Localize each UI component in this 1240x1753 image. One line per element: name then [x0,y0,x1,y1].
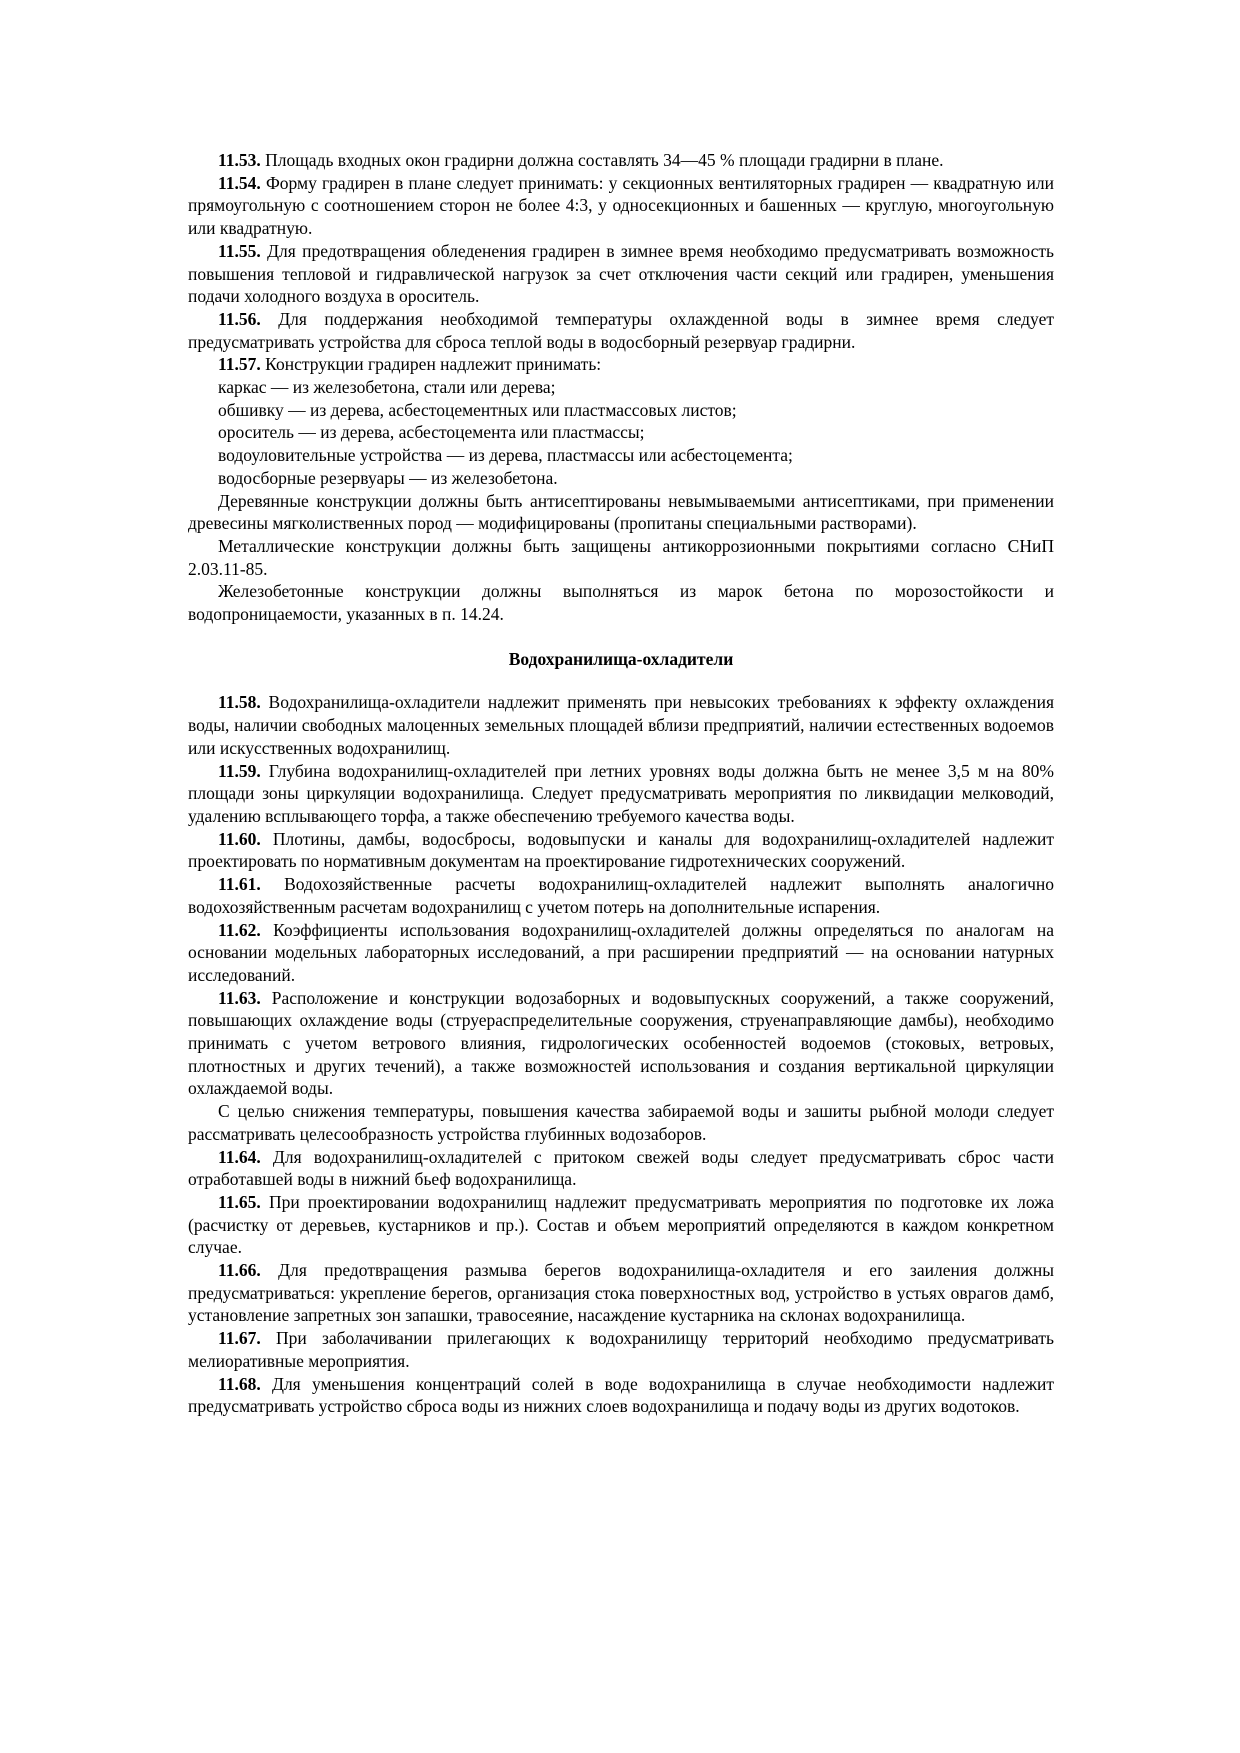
clause-11-56 [188,308,1054,353]
document-page [188,149,1054,1418]
clause-number: 11.64. [218,1146,261,1167]
clause-number: 11.61. [218,874,261,895]
clause-text: Для уменьшения концентраций солей в воде водохранилища в случае необходимости надлежит предусматривать устройство сброса воды из нижних слоев водохранилища и подачу воды из других водотоков. [188,1373,1054,1417]
clause-number: 11.59. [218,760,261,781]
clause-text: Для предотвращения обледенения градирен в зимнее время необходимо предусматривать возможность повышения тепловой и гидравлической нагрузок за счет отключения части секций или градирен, уменьшения подачи холодного воздуха в ороситель. [188,240,1054,307]
clause-11-61 [188,873,1054,918]
paragraph-wooden-structures: Деревянные конструкции должны быть антисептированы невымываемыми антисептиками, при применении древесины мягколиственных пород — модифицированы (пропитаны специальными растворами). [188,490,1054,534]
clause-11-63 [188,987,1054,1101]
clause-number: 11.62. [218,919,261,940]
clause-number: 11.55. [218,240,261,261]
clause-text: Форму градирен в плане следует принимать: у секционных вентиляторных градирен — квадратную или прямоугольную с соотношением сторон не более 4:3, у односекционных и башенных — круглую, многоугольную или квадратную. [188,172,1054,239]
clause-text: Площадь входных окон градирни должна составлять 34—45 % площади градирни в плане. [260,150,944,170]
clause-11-60 [188,828,1054,873]
clause-text: Глубина водохранилищ-охладителей при летних уровнях воды должна быть не менее 3,5 м на 80% площади зоны циркуляции водохранилища. Следует предусматривать мероприятия по ликвидации мелководий, удалению всплывающего торфа, а также обеспечению требуемого качества воды. [188,760,1054,826]
clause-text: При проектировании водохранилищ надлежит предусматривать мероприятия по подготовке их ложа (расчистку от деревьев, кустарников и пр.). Состав и объем мероприятий определяются в каждом конкретном случае. [188,1191,1054,1258]
paragraph-concrete-structures: Железобетонные конструкции должны выполняться из марок бетона по морозостойкости и водопроницаемости, указанных в п. 14.24. [188,581,1054,625]
clause-11-68 [188,1373,1054,1418]
clause-text: Водохозяйственные расчеты водохранилищ-охладителей надлежит выполнять аналогично водохозяйственным расчетам водохранилищ с учетом потерь на дополнительные испарения. [188,874,1054,917]
clause-11-65 [188,1191,1054,1259]
clause-text: Коэффициенты использования водохранилищ-охладителей должны определяться по аналогам на основании модельных лабораторных исследований, а при расширении предприятий — на основании натурных исследований. [188,919,1054,985]
clause-number: 11.58. [218,692,261,713]
clause-11-62 [188,919,1054,987]
list-item-reservoirs: водосборные резервуары — из железобетона. [218,467,558,488]
clause-number: 11.68. [218,1373,261,1394]
clause-text: Конструкции градирен надлежит принимать: [260,354,602,375]
list-item-frame: каркас — из железобетона, стали или дерева; [218,377,556,398]
clause-number: 11.67. [218,1328,261,1349]
clause-number: 11.53. [218,150,261,170]
clause-11-55 [188,240,1054,308]
clause-text: Для водохранилищ-охладителей с притоком свежей воды следует предусматривать сброс части отработавшей воды в нижний бьеф водохранилища. [188,1146,1054,1190]
clause-number: 11.66. [218,1260,261,1281]
clause-11-53 [188,149,1054,172]
clause-number: 11.57. [218,354,261,375]
clause-11-57 [188,353,1054,376]
paragraph-fish-protection: С целью снижения температуры, повышения качества забираемой воды и зашиты рыбной молоди следует рассматривать целесообразность устройства глубинных водозаборов. [188,1101,1054,1144]
clause-text: При заболачивании прилегающих к водохранилищу территорий необходимо предусматривать мелиоративные мероприятия. [188,1328,1054,1371]
clause-text: Для поддержания необходимой температуры охлажденной воды в зимнее время следует предусматривать устройства для сброса теплой воды в водосборный резервуар градирни. [188,308,1054,352]
clause-11-67 [188,1327,1054,1372]
list-item-cladding: обшивку — из дерева, асбестоцементных или пластмассовых листов; [218,399,737,420]
clause-11-59 [188,760,1054,828]
clause-number: 11.63. [218,987,261,1008]
clause-text: Плотины, дамбы, водосбросы, водовыпуски и каналы для водохранилищ-охладителей надлежит проектировать по нормативным документам на проектирование гидротехнических сооружений. [188,828,1054,872]
section-heading: Водохранилища-охладители [508,648,734,669]
clause-11-64 [188,1146,1054,1191]
clause-number: 11.60. [218,828,261,849]
list-item-water-catchers: водоуловительные устройства — из дерева, пластмассы или асбестоцемента; [218,445,793,466]
clause-11-58 [188,691,1054,759]
clause-text: Расположение и конструкции водозаборных и водовыпускных сооружений, а также сооружений, повышающих охлаждение воды (струераспределительные сооружения, струенаправляющие дамбы), необходимо принимать с учетом ветрового влияния, гидрологических особенностей водоемов (стоковых, ветровых, плотностных и других течений), а также возможностей использования и создания вертикальной циркуляции охлаждаемой воды. [188,987,1054,1099]
clause-11-54 [188,172,1054,240]
list-item-sprinkler: ороситель — из дерева, асбестоцемента или пластмассы; [218,422,645,443]
clause-text: Для предотвращения размыва берегов водохранилища-охладителя и его заиления должны предусматриваться: укрепление берегов, организация стока поверхностных вод, устройство в устьях оврагов дамб, установление запретных зон запашки, травосеяние, насаждение кустарника на склонах водохранилища. [188,1260,1054,1326]
paragraph-metal-structures: Металлические конструкции должны быть защищены антикоррозионными покрытиями согласно СНиП 2.03.11-85. [188,535,1054,579]
clause-number: 11.54. [218,172,261,193]
clause-text: Водохранилища-охладители надлежит применять при невысоких требованиях к эффекту охлаждения воды, наличии свободных малоценных земельных площадей вблизи предприятий, наличии естественных водоемов или искусственных водохранилищ. [188,692,1054,758]
clause-number: 11.65. [218,1191,261,1212]
clause-number: 11.56. [218,308,261,329]
clause-11-66 [188,1259,1054,1327]
